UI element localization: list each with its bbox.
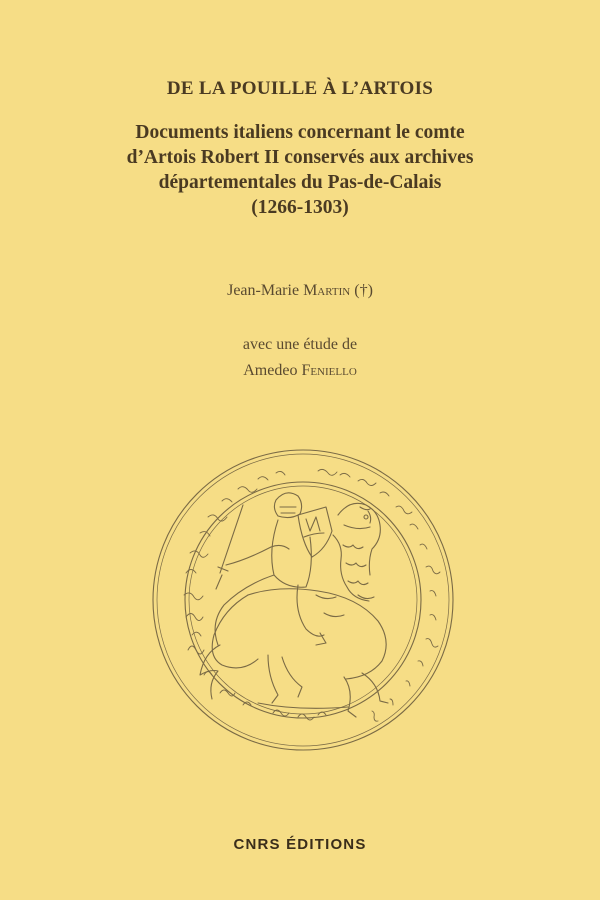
book-subtitle (60, 120, 540, 220)
author-name (0, 282, 600, 300)
study-author-first-name: Amedeo (243, 362, 302, 379)
series-title: DE LA POUILLE À L’ARTOIS (166, 78, 434, 99)
study-author-name (0, 362, 600, 380)
equestrian-seal-icon (148, 445, 458, 755)
study-author-last-name: Feniello (301, 362, 357, 379)
author-first-name: Jean-Marie (227, 282, 304, 299)
author-last-name: Martin (303, 282, 351, 299)
publisher-logo: CNRS ÉDITIONS (233, 836, 367, 853)
subtitle-line-2: d’Artois Robert II conservés aux archives (126, 147, 474, 168)
knight-figure (200, 493, 388, 717)
seal-outer-ring-inner (157, 454, 449, 746)
seal-inner-ring (185, 482, 421, 718)
subtitle-line-1: Documents italiens concernant le comte (135, 122, 465, 143)
study-intro: avec une étude de (242, 336, 358, 353)
seal-legend-glyphs (184, 469, 440, 721)
author-deceased-mark: (†) (350, 282, 373, 299)
subtitle-line-3: départementales du Pas-de-Calais (158, 172, 442, 193)
subtitle-dates: (1266-1303) (251, 197, 349, 218)
